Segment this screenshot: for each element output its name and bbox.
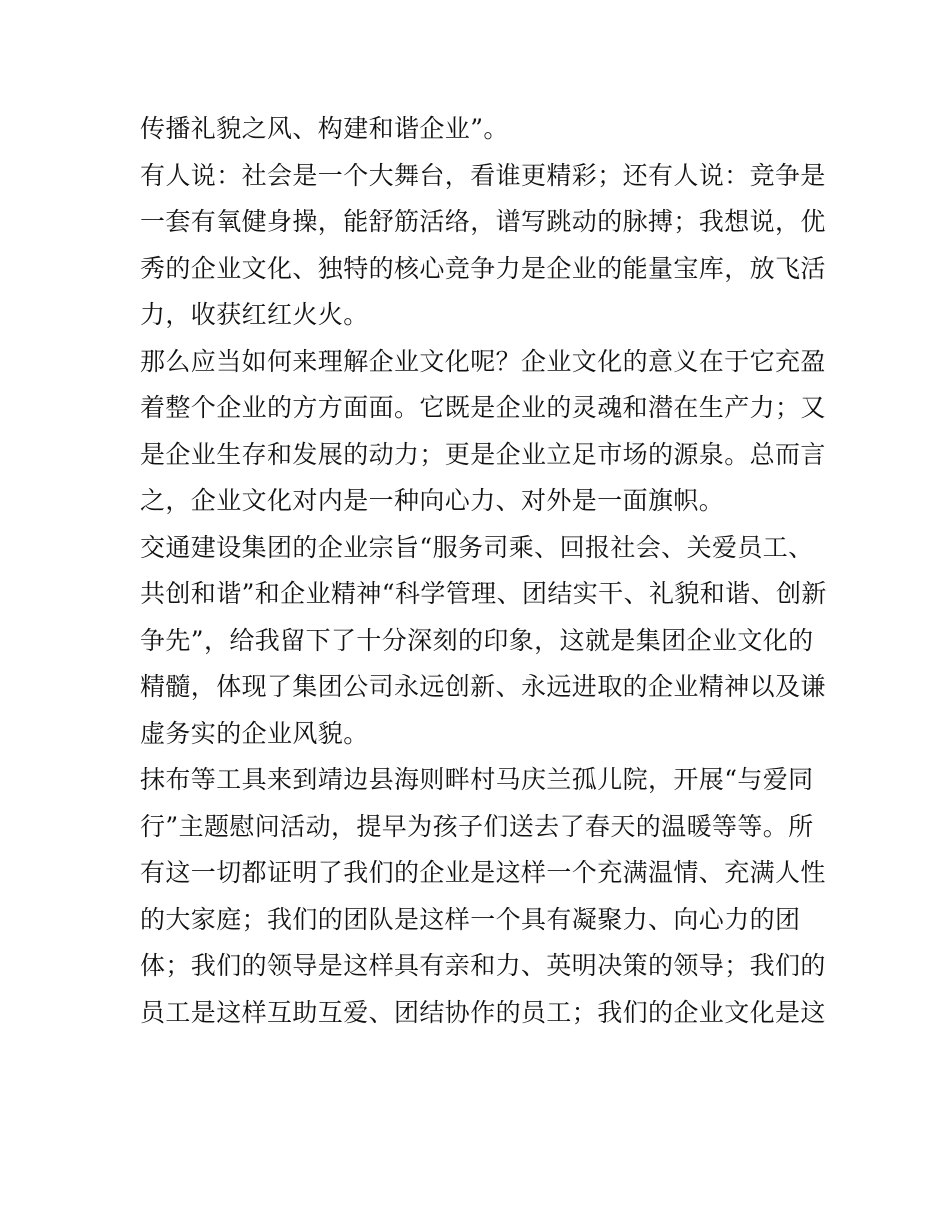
text-line: 是企业生存和发展的动力；更是企业立足市场的源泉。总而言 [140,439,826,469]
text-line: 着整个企业的方方面面。它既是企业的灵魂和潜在生产力；又 [140,393,826,422]
document-body [140,106,827,1036]
text-line: 之，企业文化对内是一种向心力、对外是一面旗帜。 [140,486,725,515]
text-line: 争先”，给我留下了十分深刻的印象，这就是集团企业文化的 [140,625,814,655]
text-line: 那么应当如何来理解企业文化呢？企业文化的意义在于它充盈 [140,346,826,376]
text-line: 有这一切都证明了我们的企业是这样一个充满温情、充满人性 [140,858,826,887]
text-line: 共创和谐”和企业精神“科学管理、团结实干、礼貌和谐、创新 [140,579,827,608]
text-line: 虚务实的企业风貌。 [140,718,369,748]
text-line: 秀的企业文化、独特的核心竞争力是企业的能量宝库，放飞活 [140,253,826,283]
text-line: 一套有氧健身操，能舒筋活络，谱写跳动的脉搏；我想说，优 [140,207,826,236]
text-line: 抹布等工具来到靖边县海则畔村马庆兰孤儿院，开展“与爱同 [140,765,814,794]
text-line: 交通建设集团的企业宗旨“服务司乘、回报社会、关爱员工、 [140,532,814,562]
text-line: 有人说：社会是一个大舞台，看谁更精彩；还有人说：竞争是 [140,160,826,190]
text-line: 传播礼貌之风、构建和谐企业”。 [140,114,509,143]
text-line: 行”主题慰问活动，提早为孩子们送去了春天的温暖等等。所 [140,811,814,841]
text-line: 员工是这样互助互爱、团结协作的员工；我们的企业文化是这 [140,997,826,1027]
text-line: 的大家庭；我们的团队是这样一个具有凝聚力、向心力的团 [140,904,801,934]
text-line: 体；我们的领导是这样具有亲和力、英明决策的领导；我们的 [140,951,826,980]
text-line: 力，收获红红火火。 [140,300,369,329]
text-line: 精髓，体现了集团公司永远创新、永远进取的企业精神以及谦 [140,672,826,701]
